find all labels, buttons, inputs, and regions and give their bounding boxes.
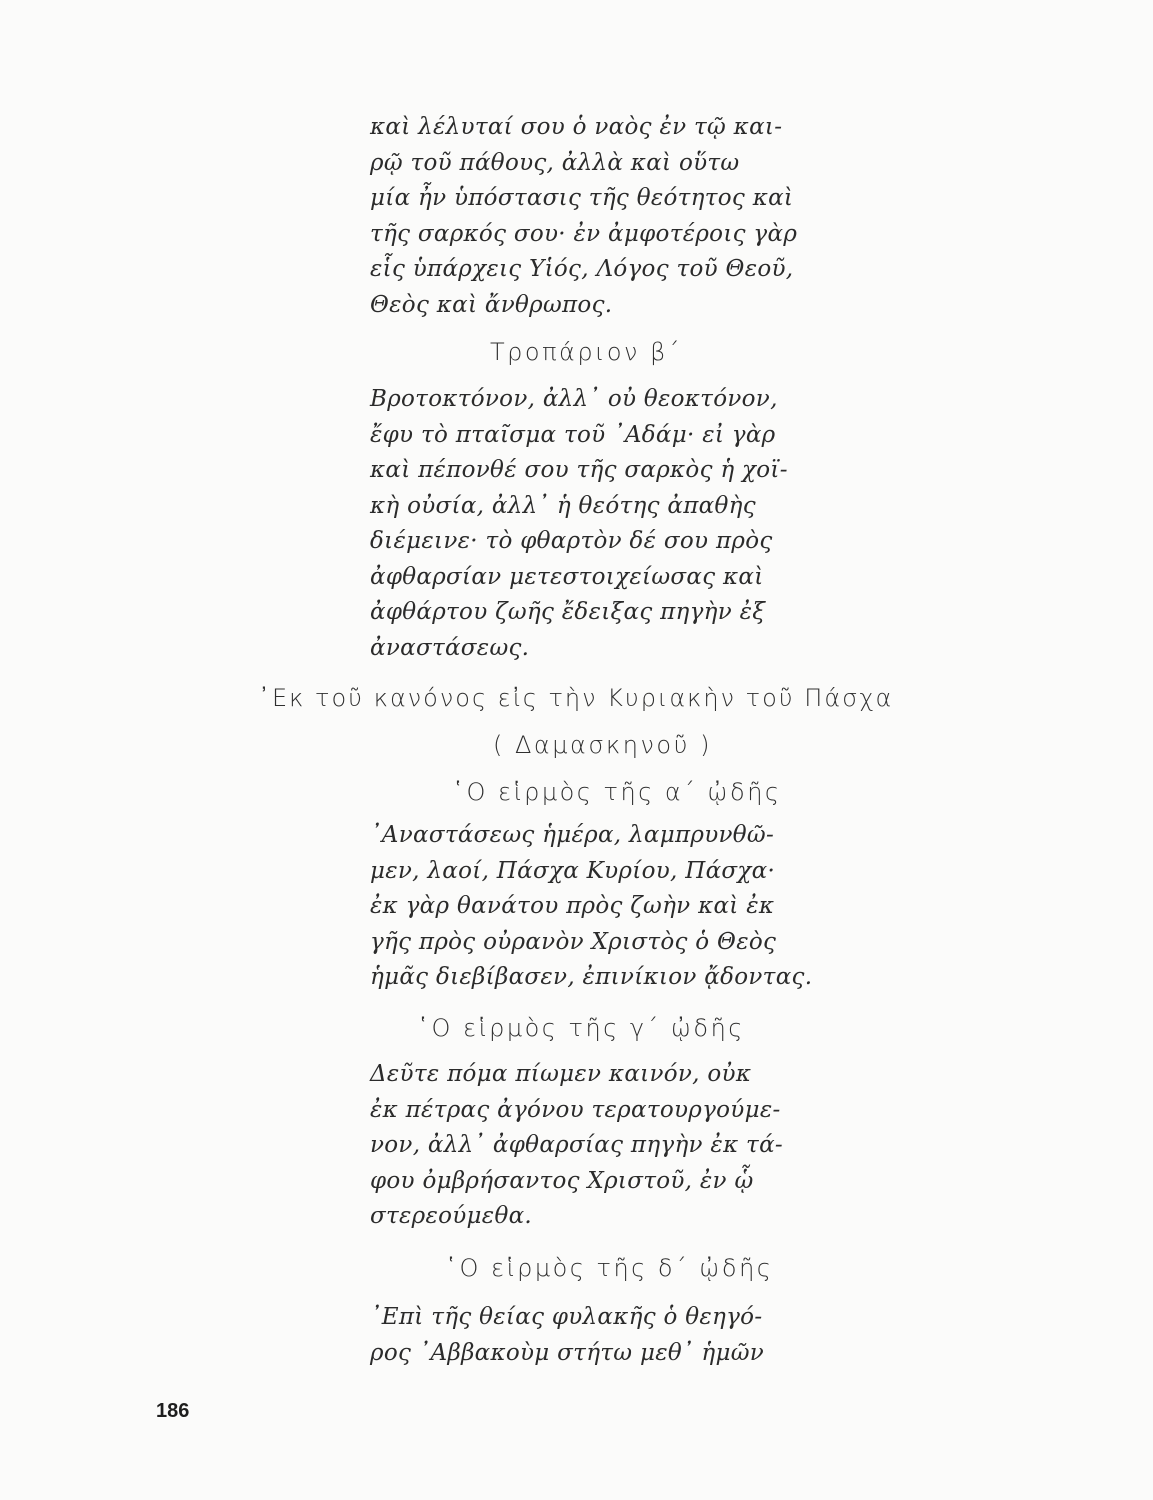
heading-ode-4: ῾Ο εἱρμὸς τῆς δ΄ ᾠδῆς	[445, 1254, 774, 1282]
text-line: ρῷ τοῦ πάθους, ἀλλὰ καὶ οὕτω	[370, 149, 740, 176]
text-line: στερεούμεθα.	[370, 1203, 533, 1229]
text-line: μία ἦν ὑπόστασις τῆς θεότητος καὶ	[370, 185, 794, 211]
text-line: καὶ λέλυταί σου ὁ ναὸς ἐν τῷ και-	[370, 114, 783, 140]
text-line: εἷς ὑπάρχεις Υἱός, Λόγος τοῦ Θεοῦ,	[370, 256, 794, 282]
heading-troparion: Τροπάριον β΄	[490, 338, 682, 366]
text-line: μεν, λαοί, Πάσχα Κυρίου, Πάσχα·	[370, 857, 776, 884]
paragraph-3	[370, 818, 840, 996]
text-line: Βροτοκτόνον, ἀλλ᾽ οὐ θεοκτόνον,	[370, 386, 778, 412]
page-number: 186	[156, 1400, 190, 1422]
text-line: νον, ἀλλ᾽ ἀφθαρσίας πηγὴν ἐκ τά-	[370, 1132, 783, 1158]
text-line: ᾽Αναστάσεως ἡμέρα, λαμπρυνθῶ-	[370, 822, 775, 848]
paragraph-4	[370, 1057, 840, 1235]
paragraph-2	[370, 382, 840, 666]
text-line: τῆς σαρκός σου· ἐν ἀμφοτέροις γὰρ	[370, 220, 798, 247]
text-line: ἐκ γὰρ θανάτου πρὸς ζωὴν καὶ ἐκ	[370, 893, 775, 919]
heading-ode-3: ῾Ο εἱρμὸς τῆς γ΄ ᾠδῆς	[417, 1014, 745, 1042]
text-line: κὴ οὐσία, ἀλλ᾽ ἡ θεότης ἀπαθὴς	[370, 492, 756, 519]
text-line: ἔφυ τὸ πταῖσμα τοῦ ᾽Αδάμ· εἰ γὰρ	[370, 421, 776, 448]
text-line: Θεὸς καὶ ἄνθρωπος.	[370, 291, 613, 318]
text-line: Δεῦτε πόμα πίωμεν καινόν, οὐκ	[370, 1061, 752, 1087]
text-line: ἡμᾶς διεβίβασεν, ἐπινίκιον ᾄδοντας.	[370, 964, 813, 990]
paragraph-5	[370, 1300, 840, 1371]
heading-author: ( Δαμασκηνοῦ )	[493, 731, 712, 759]
text-line: ἀφθάρτου ζωῆς ἔδειξας πηγὴν ἐξ	[370, 599, 766, 625]
text-line: ἀφθαρσίαν μετεστοιχείωσας καὶ	[370, 563, 764, 590]
text-line: καὶ πέπονθέ σου τῆς σαρκὸς ἡ χοϊ-	[370, 457, 788, 483]
heading-ode-1: ῾Ο εἱρμὸς τῆς α΄ ᾠδῆς	[452, 778, 782, 806]
text-line: φου ὀμβρήσαντος Χριστοῦ, ἐν ᾧ	[370, 1167, 754, 1194]
text-line: ᾽Επὶ τῆς θείας φυλακῆς ὁ θεηγό-	[370, 1304, 763, 1330]
text-line: γῆς πρὸς οὐρανὸν Χριστὸς ὁ Θεὸς	[370, 928, 777, 955]
text-line: ρος ᾽Αββακοὺμ στήτω μεθ᾽ ἡμῶν	[370, 1339, 765, 1366]
paragraph-1	[370, 110, 840, 323]
heading-canon: ᾽Εκ τοῦ κανόνος εἰς τὴν Κυριακὴν τοῦ Πάσχα	[258, 684, 894, 712]
text-line: ἀναστάσεως.	[370, 634, 530, 661]
text-line: διέμεινε· τὸ φθαρτὸν δέ σου πρὸς	[370, 528, 773, 554]
text-line: ἐκ πέτρας ἀγόνου τερατουργούμε-	[370, 1096, 781, 1123]
